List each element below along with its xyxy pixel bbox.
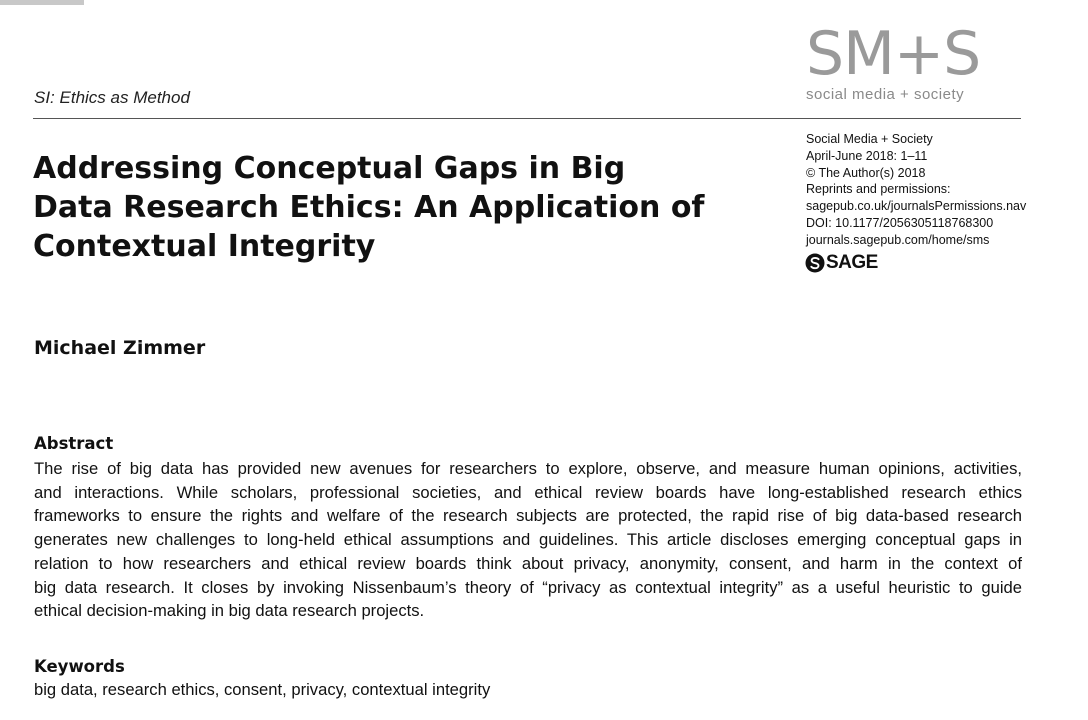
article-title [33,149,773,266]
title-line: Addressing Conceptual Gaps in Big [33,151,626,186]
meta-journal: Social Media + Society [806,132,933,146]
abstract-line: relation to how researchers and ethical review boards think about privacy, anonymity, consent, and harm in the context of [34,553,1022,573]
abstract-line: generates new challenges to long-held ethical assumptions and guidelines. This article discloses emerging conceptual gaps in [34,530,1022,550]
title-line: Contextual Integrity [33,229,376,264]
page-corner-bar [0,0,84,5]
keywords-list: big data, research ethics, consent, privacy, contextual integrity [34,680,491,699]
journal-meta [806,131,1026,249]
logo-mark: SM+S [806,19,981,89]
sage-s-icon [805,253,825,273]
title-line: Data Research Ethics: An Application of [33,190,705,225]
abstract-body [34,457,1022,623]
abstract-heading: Abstract [34,434,114,453]
abstract-line: ethical decision-making in big data research projects. [34,601,425,621]
logo-subtitle: social media + society [806,86,965,103]
keywords-heading: Keywords [34,657,125,676]
meta-copyright: © The Author(s) 2018 [806,165,926,180]
journal-logo [806,19,981,103]
meta-doi: DOI: 10.1177/2056305118768300 [806,215,994,230]
meta-issue: April-June 2018: 1–11 [806,148,928,163]
meta-journal-url: journals.sagepub.com/home/sms [806,232,990,247]
header-rule [33,118,1021,119]
special-issue-label: SI: Ethics as Method [34,88,190,107]
author-name: Michael Zimmer [34,337,206,359]
publisher-name: SAGE [826,252,878,273]
abstract-line: frameworks to ensure the rights and welfare of the research subjects are protected, the rapid rise of big data-based research [34,506,1022,526]
meta-permissions-url: sagepub.co.uk/journalsPermissions.nav [806,199,1027,214]
publisher-logo [805,252,878,274]
abstract-line: The rise of big data has provided new avenues for researchers to explore, observe, and measure human opinions, activities, [34,459,1022,478]
abstract-line: and interactions. While scholars, professional societies, and ethical review boards have long-established research ethics [34,482,1022,502]
meta-reprints: Reprints and permissions: [806,182,951,197]
abstract-line: big data research. It closes by invoking Nissenbaum’s theory of “privacy as contextual integrity” as a useful heuristic to guide [34,577,1022,597]
